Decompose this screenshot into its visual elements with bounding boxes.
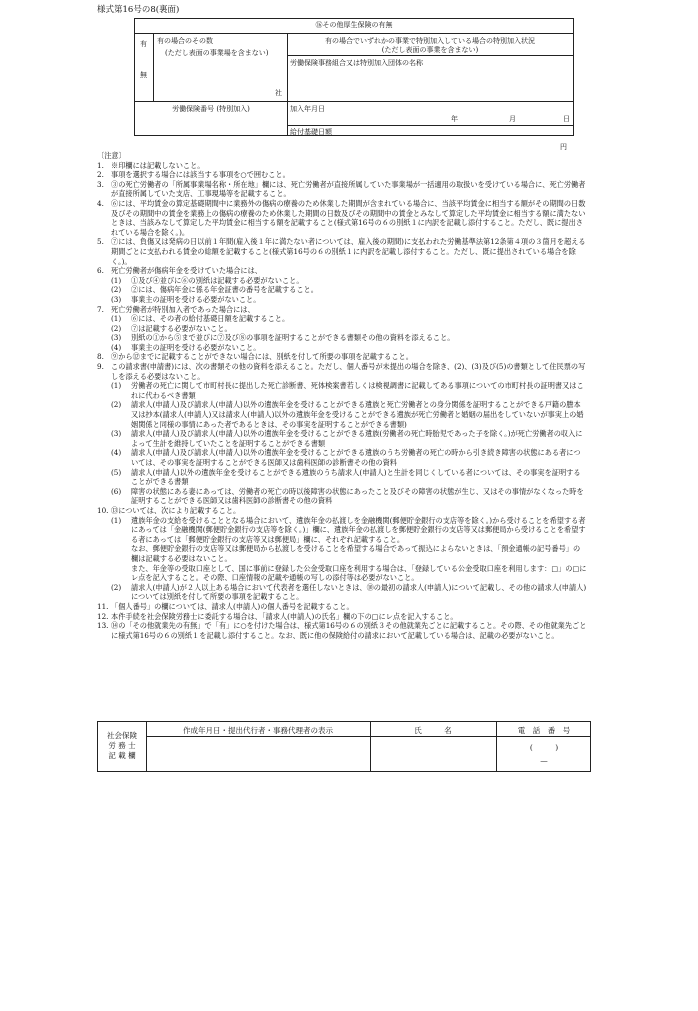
note-text: ⑦は記載する必要がないこと。 [131,323,232,333]
note-subitem [97,324,587,334]
notes-header: 〔注意〕 [97,151,126,160]
note-text: 障害の状態にある妻にあっては、労働者の死亡の時以後障害の状態にあったこと及びその障害の状態が生じ、又はその事情がなくなった時を証明することができる医師又は歯科医師の診断書その他の資料 [131,486,584,506]
col-header-name: 氏 名 [414,726,452,735]
note-text: 本件手続を社会保険労務士に委託する場合は、「請求人(申請人)の氏名」欄の下の□にレ点を記入すること。 [111,611,458,621]
union-label: 労働保険事務組合又は特別加入団体の名称 [290,59,423,67]
note-subitem [97,487,587,506]
phone-dash: — [540,756,548,765]
note-text: ⑬については、次により記載すること。 [111,505,241,515]
note-text: 請求人(申請人)以外の遺族年金を受けることができる遺族のうち請求人(申請人)と生計を同じくしている者については、その事実を証明することができる書類 [131,467,581,487]
row-divider [287,125,573,126]
day-label: 日 [563,115,570,123]
note-text: 請求人(申請人)が２人以上ある場合において代表者を選任しないときは、⑩の最初の請求人(申請人)について記載し、その他の請求人(申請人)については別紙を付して所要の事項を記載すること。 [131,582,587,602]
note-subitem [97,295,587,305]
table-title: ⑯その他厚生保険の有無 [315,21,393,29]
note-item [97,362,587,381]
count-label: 有の場合のその数 [157,37,213,45]
subitem-number: (3) [111,294,122,304]
note-text: ⑦には、負傷又は発病の日以前１年間(雇入後１年に満たない者については、雇入後の期間)に支払われた労働基準法第12条第４項の３箇月を超える期間ごとに支払われる賃金の総額を記載すること(様式第16号の６の別紙１に内訳を記載し添付すること。ただし、既に提出されている場合を除く。)。 [111,237,586,266]
note-text: なお、郵便貯金銀行の支店等又は郵便局から払渡しを受けることを希望する場合であって振込によらないときは、「預金通帳の記号番号」の欄は記載する必要はないこと。 [131,544,581,563]
note-text: 事業主の証明を受ける必要がないこと。 [131,294,261,304]
subitem-number: (4) [111,448,122,458]
row-divider [146,736,590,737]
has-label: 有 [140,40,147,48]
sr-label [98,731,146,761]
phone-area-code: ( ) [529,743,559,752]
subitem-number: (5) [111,467,122,477]
note-text: ⑥には、その者の給付基礎日額を記載すること。 [131,314,290,324]
note-number: 9. [97,362,104,372]
note-text: ①及び④並びに⑥の別紙は記載する必要がないこと。 [131,275,304,285]
special-note: (ただし表面の事業を含まない) [381,46,479,54]
note-subitem [97,429,587,448]
note-number: 1. [97,160,104,170]
note-number: 7. [97,304,104,314]
subitem-number: (1) [111,314,122,324]
note-number: 10. [97,505,109,515]
note-text: 事項を選択する場合には該当する事項を○で囲むこと。 [111,170,290,180]
yen-label: 円 [560,143,567,151]
month-label: 月 [509,115,516,123]
note-item [97,621,587,640]
form-id: 様式第16号の8(裏面) [97,5,180,15]
note-text: 別紙の①から⑤まで並びに⑦及び⑧の事項を証明することができる書類その他の資料を添えること。 [131,333,455,343]
note-subitem [97,448,587,467]
note-item [97,305,587,315]
count-note: (ただし表面の事業場を含まない) [165,49,269,57]
row-divider [135,33,573,34]
note-number: 4. [97,198,104,208]
sr-label-line: 記 載 欄 [108,751,136,760]
note-item [97,161,587,171]
note-number: 3. [97,179,104,189]
note-number: 12. [97,611,109,621]
note-text: 「個人番号」の欄については、請求人(申請人)の個人番号を記載すること。 [111,601,354,611]
special-label: 有の場合でいずれかの事業で特別加入している場合の特別加入状況 [325,37,535,45]
note-text: ⑨から⑫までに記載することができない場合には、別紙を付して所要の事項を記載すること。 [111,352,413,362]
note-text: 死亡労働者が特別加入者であった場合には、 [111,304,255,314]
note-item [97,602,587,612]
col-header-phone: 電 話 番 号 [517,726,571,735]
note-subitem [97,400,587,429]
note-text: ③の死亡労働者の「所属事業場名称・所在地」欄には、死亡労働者が直接所属していた事業場が一括適用の取扱いを受けている場合に、死亡労働者が直接所属していた支店、工事現場等を記載すること。 [111,179,586,199]
note-item [97,612,587,622]
subitem-number: (6) [111,486,122,496]
note-paragraph [97,544,587,563]
subitem-number: (1) [111,275,122,285]
note-item [97,266,587,276]
note-text: また、年金等の受取口座として、国に事前に登録した公金受取口座を利用する場合は、「登録している公金受取口座を利用します：□」の□にレ点を記入すること。その際、口座情報の記載や通帳の写しの添付等は必要がないこと。 [131,563,587,583]
join-date-label: 加入年月日 [290,105,325,113]
note-item [97,170,587,180]
note-number: 5. [97,237,104,247]
note-text: ⑥には、平均賃金の算定基礎期間中に業務外の傷病の療養のため休業した期間が含まれている場合に、当該平均賃金に相当する額がその期間の日数及びその期間中の賃金を業務上の傷病の療養のため休業した期間の日数及びその期間中の賃金とみなして算定した平均賃金に相当する額に満たないときは、当該みなして算定した平均賃金に相当する額を記載すること(様式第16号の６の別紙１に内訳を記載し添付すること。ただし、既に提出されている場合を除く。)。 [111,198,586,237]
note-paragraph [97,564,587,583]
notes-section [97,151,587,640]
note-subitem [97,468,587,487]
row-divider [135,101,573,102]
insurance-no-label: 労働保険番号 (特別加入) [172,105,250,113]
note-text: 事業主の証明を受ける必要がないこと。 [131,342,261,352]
subitem-number: (2) [111,323,122,333]
note-text: 請求人(申請人)及び請求人(申請人)以外の遺族年金を受けることができる遺族(労働者の死亡時胎児であった子を除く。)が死亡労働者の収入によって生計を維持していたことを証明することができる書類 [131,429,583,448]
note-text: 労働者の死亡に関して市町村長に提出した死亡診断書、死体検案書若しくは検視調書に記載してある事項についての市町村長の証明書又はこれに代わるべき書類 [131,381,584,400]
note-text: ⑭の「その他就業先の有無」で「有」に○を付けた場合は、様式第16号の６の別紙３その他就業先ごとに記載すること。その際、その他就業先ごとに様式第16号の６の別紙１を記載し添付すること。なお、既に他の保険給付の請求において記載している場合は、記載の必要がないこと。 [111,621,587,640]
other-employment-table [134,18,574,151]
note-subitem [97,343,587,353]
sr-label-line: 労 務 士 [108,741,136,750]
subitem-number: (1) [111,381,122,391]
base-pay-label: 給付基礎日額 [290,128,332,136]
subitem-number: (2) [111,400,122,410]
sr-label-line: 社会保険 [107,731,137,740]
note-number: 8. [97,352,104,362]
subitem-number: (3) [111,333,122,343]
note-subitem [97,314,587,324]
note-item [97,199,587,237]
note-item [97,352,587,362]
note-text: 請求人(申請人)及び請求人(申請人)以外の遺族年金を受けることができる遺族のうち労働者の死亡の時から引き続き障害の状態にある者については、その事実を証明することができる医師又は歯科医師の診断書その他の資料 [131,448,581,467]
note-text: 請求人(申請人)及び請求人(申請人)以外の遺族年金を受けることができる遺族と死亡労働者との身分関係を証明することができる戸籍の謄本又は抄本(請求人(申請人)又は請求人(申請人)以外の遺族年金を受けることができる遺族が死亡労働者と婚姻の届出をしていないが事実上の婚姻関係と同様の事情にあった者であるときは、その事実を証明することができる書類) [131,400,584,429]
subitem-number: (2) [111,582,122,592]
year-label: 年 [451,115,458,123]
note-text: ※印欄には記載しないこと。 [111,160,205,170]
note-subitem [97,381,587,400]
subitem-number: (4) [111,342,122,352]
note-subitem [97,285,587,295]
none-label: 無 [140,71,147,79]
note-number: 13. [97,621,109,631]
subitem-number: (2) [111,285,122,295]
note-text: 遺族年金の支給を受けることとなる場合において、遺族年金の払渡しを金融機関(郵便貯金銀行の支店等を除く。)から受けることを希望する者にあっては「金融機関(郵便貯金銀行の支店等を除く。)」欄に、遺族年金の払渡しを郵便貯金銀行の支店等又は郵便局から受けることを希望する者にあっては「郵便貯金銀行の支店等又は郵便局」欄に、それぞれ記載すること。 [131,515,586,544]
note-subitem [97,516,587,545]
note-item [97,237,587,266]
note-text: ②には、傷病年金に係る年金証書の番号を記載すること。 [131,285,318,295]
col-divider [153,33,154,101]
note-subitem [97,276,587,286]
note-item [97,180,587,199]
subitem-number: (3) [111,429,122,439]
sr-entry-table [97,721,591,772]
note-number: 11. [97,601,109,611]
note-number: 6. [97,266,104,276]
count-unit: 社 [275,89,282,97]
notes-list [97,161,587,641]
note-subitem [97,333,587,343]
note-subitem [97,583,587,602]
note-number: 2. [97,170,104,180]
subitem-number: (1) [111,515,122,525]
row-divider [287,55,573,56]
col-header-creation: 作成年月日・提出代行者・事務代理者の表示 [183,726,333,735]
note-item [97,506,587,516]
note-text: この請求書(申請書)には、次の書類その他の資料を添えること。ただし、個人番号が未提出の場合を除き、(2)、(3)及び(5)の書類として住民票の写しを添える必要はないこと。 [111,362,586,381]
note-text: 死亡労働者が傷病年金を受けていた場合には、 [111,266,262,276]
